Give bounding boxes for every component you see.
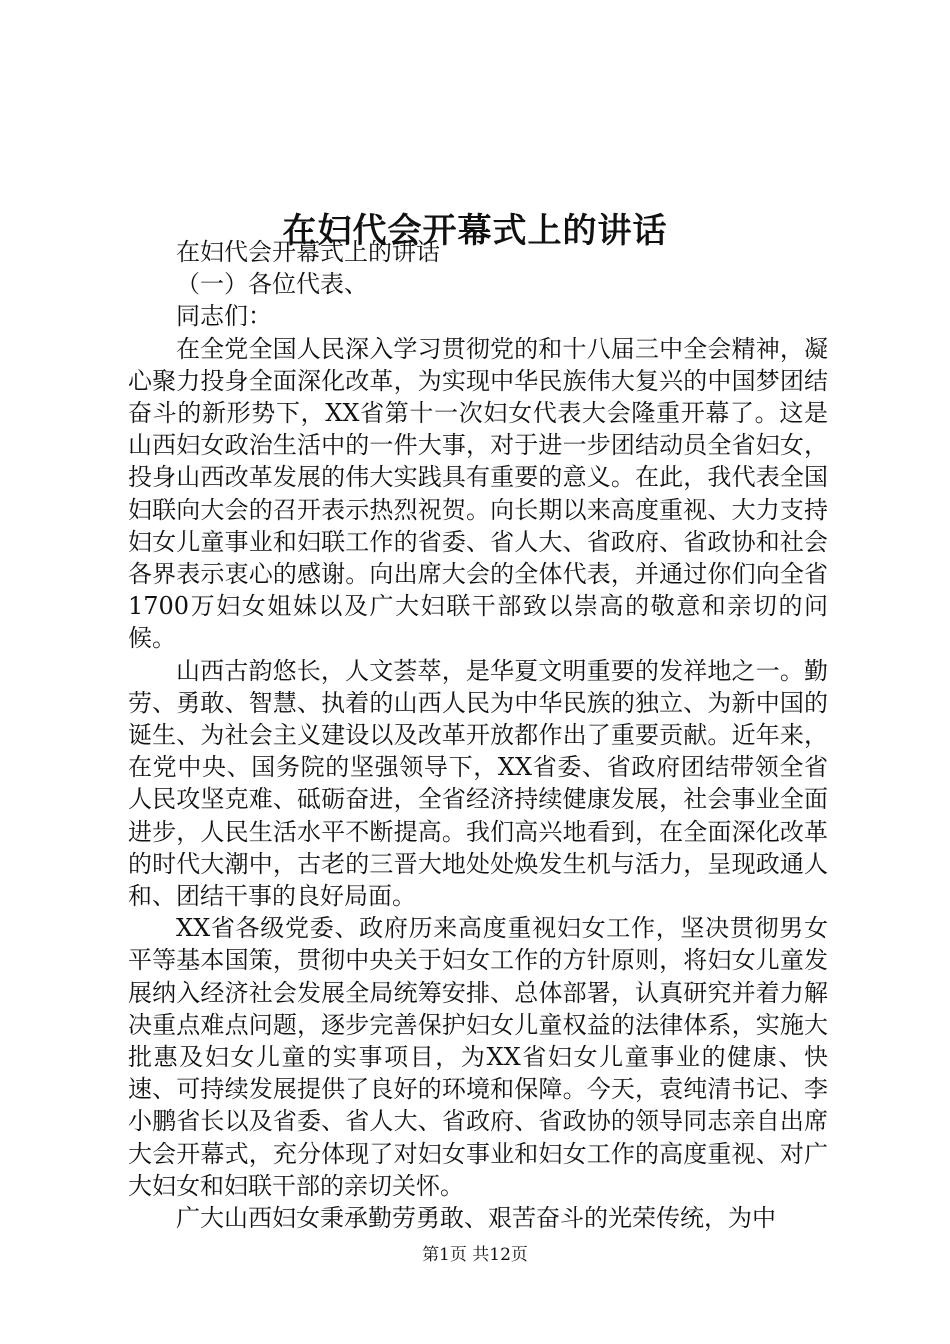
document-title: 在妇代会开幕式上的讲话 [282,210,668,251]
page-footer: 第1页 共12页 [422,1245,528,1265]
paragraph-body: 广大山西妇女秉承勤劳勇敢、艰苦奋斗的光荣传统，为中 [176,1204,776,1233]
paragraph-body: XX省各级党委、政府历来高度重视妇女工作，坚决贯彻男女平等基本国策，贯彻中央关于妇女工作的方针原则，将妇女儿童发展纳入经济社会发展全局统筹安排、总体部署，认真研究并着力解决重点难点问题，逐步完善保护妇女儿童权益的法律体系，实施大批惠及妇女儿童的实事项目，为XX省妇女儿童事业的健康、快速、可持续发展提供了良好的环境和保障。今天，袁纯清书记、李小鹏省长以及省委、省人大、省政府、省政协的领导同志亲自出席大会开幕式，充分体现了对妇女事业和妇女工作的高度重视、对广大妇女和妇联干部的亲切关怀。 [128,914,828,1200]
paragraph-body: 山西古韵悠长，人文荟萃，是华夏文明重要的发祥地之一。勤劳、勇敢、智慧、执着的山西人民为中华民族的独立、为新中国的诞生、为社会主义建设以及改革开放都作出了重要贡献。近年来，在党中央、国务院的坚强领导下，XX省委、省政府团结带领全省人民攻坚克难、砥砺奋进，全省经济持续健康发展，社会事业全面进步，人民生活水平不断提高。我们高兴地看到，在全面深化改革的时代大潮中，古老的三晋大地处处焕发生机与活力，呈现政通人和、团结干事的良好局面。 [128,656,828,911]
document-body [128,236,828,1234]
paragraph-section-heading: （一）各位代表、 [176,270,368,299]
paragraph-subtitle: 在妇代会开幕式上的讲话 [176,238,440,266]
paragraph-body: 在全党全国人民深入学习贯彻党的和十八届三中全会精神，凝心聚力投身全面深化改革，为实现中华民族伟大复兴的中国梦团结奋斗的新形势下，XX省第十一次妇女代表大会隆重开幕了。这是山西妇女政治生活中的一件大事，对于进一步团结动员全省妇女，投身山西改革发展的伟大实践具有重要的意义。在此，我代表全国妇联向大会的召开表示热烈祝贺。向长期以来高度重视、大力支持妇女儿童事业和妇联工作的省委、省人大、省政府、省政协和社会各界表示衷心的感谢。向出席大会的全体代表，并通过你们向全省1700万妇女姐妹以及广大妇联干部致以崇高的敬意和亲切的问候。 [128,334,828,653]
paragraph-salutation: 同志们： [176,302,272,331]
